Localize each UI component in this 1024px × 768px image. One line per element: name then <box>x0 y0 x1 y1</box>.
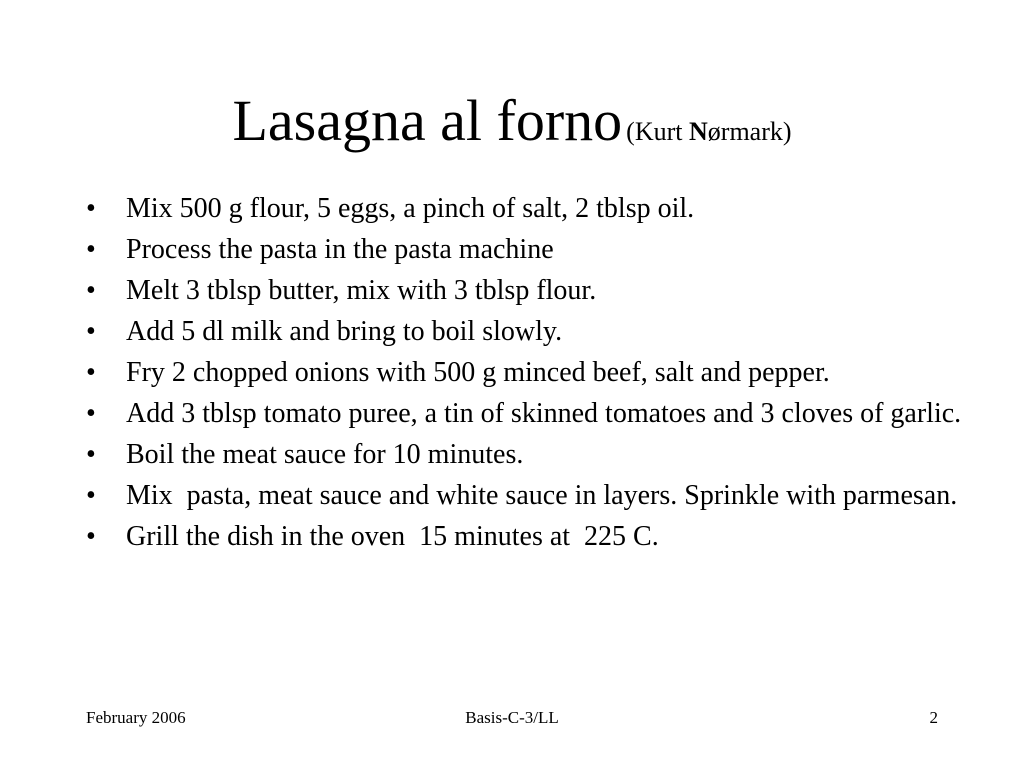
bullet-item <box>86 192 1006 225</box>
bullet-text: Fry 2 chopped onions with 500 g minced beef, salt and pepper. <box>126 357 830 388</box>
bullet-marker: • <box>86 234 96 265</box>
title-author-open: (Kurt <box>626 117 689 146</box>
bullet-item <box>86 397 1006 430</box>
title-main: Lasagna al forno <box>232 88 623 153</box>
footer-course-code: Basis-C-3/LL <box>465 708 559 727</box>
bullet-item <box>86 356 1006 389</box>
title-author-bold: N <box>689 117 708 146</box>
bullet-marker: • <box>86 193 96 224</box>
slide-title <box>0 88 1024 153</box>
bullet-text: Mix 500 g flour, 5 eggs, a pinch of salt, 2 tblsp oil. <box>126 193 695 224</box>
bullet-marker: • <box>86 398 96 429</box>
bullet-text: Melt 3 tblsp butter, mix with 3 tblsp flour. <box>126 275 597 306</box>
bullet-marker: • <box>86 521 96 552</box>
bullet-text: Process the pasta in the pasta machine <box>126 234 554 265</box>
bullet-item <box>86 438 1006 471</box>
bullet-marker: • <box>86 439 96 470</box>
bullet-text: Grill the dish in the oven 15 minutes at 225 C. <box>126 521 659 552</box>
bullet-marker: • <box>86 357 96 388</box>
bullet-item <box>86 315 1006 348</box>
bullet-marker: • <box>86 316 96 347</box>
bullet-item <box>86 233 1006 266</box>
bullet-list <box>86 192 1006 561</box>
bullet-item <box>86 479 1006 512</box>
bullet-text: Boil the meat sauce for 10 minutes. <box>126 439 524 470</box>
title-author <box>626 117 791 146</box>
bullet-text: Add 5 dl milk and bring to boil slowly. <box>126 316 563 347</box>
title-author-close: ørmark) <box>707 117 792 146</box>
bullet-item <box>86 274 1006 307</box>
bullet-text: Mix pasta, meat sauce and white sauce in layers. Sprinkle with parmesan. <box>126 480 958 511</box>
bullet-marker: • <box>86 275 96 306</box>
footer-page-number: 2 <box>929 708 938 727</box>
bullet-text: Add 3 tblsp tomato puree, a tin of skinned tomatoes and 3 cloves of garlic. <box>126 398 962 429</box>
bullet-item <box>86 520 1006 553</box>
footer-date: February 2006 <box>86 708 186 727</box>
bullet-marker: • <box>86 480 96 511</box>
